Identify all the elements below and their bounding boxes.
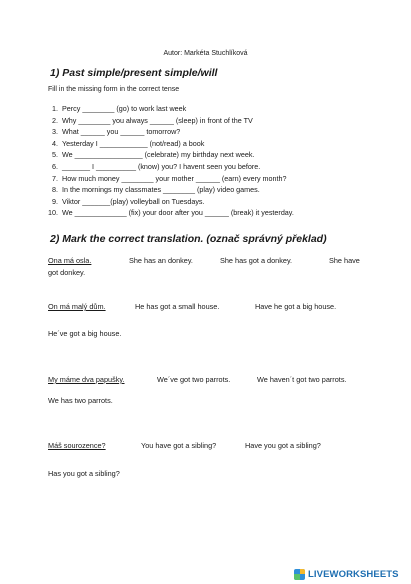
q1-option-1[interactable]: She has an donkey. bbox=[129, 256, 193, 265]
item-number: 2. bbox=[52, 115, 58, 125]
q2-option-3[interactable]: He´ve got a big house. bbox=[48, 329, 122, 338]
list-item bbox=[48, 126, 294, 138]
q4-option-1[interactable]: You have got a sibling? bbox=[141, 441, 217, 450]
section2-title: 2) Mark the correct translation. (označ správný překlad) bbox=[50, 233, 327, 245]
list-item bbox=[48, 173, 294, 185]
author-line: Autor: Markéta Stuchlíková bbox=[163, 50, 248, 57]
item-number: 9. bbox=[52, 196, 58, 206]
list-item bbox=[48, 138, 294, 150]
item-number: 4. bbox=[52, 138, 58, 148]
list-item bbox=[48, 149, 294, 161]
footer-brand bbox=[294, 569, 399, 580]
section1-instruction: Fill in the missing form in the correct tense bbox=[48, 86, 180, 93]
list-item bbox=[48, 184, 294, 196]
brand-name: LIVEWORKSHEETS bbox=[308, 569, 399, 580]
item-number: 7. bbox=[52, 173, 58, 183]
q2-source-sentence: On má malý dům. bbox=[48, 302, 106, 311]
item-number: 3. bbox=[52, 127, 58, 137]
q3-option-2[interactable]: We haven´t got two parrots. bbox=[257, 375, 347, 384]
item-text: We _____________ (fix) your door after you ______ (break) it yesterday. bbox=[62, 208, 294, 218]
item-number: 10. bbox=[48, 208, 58, 218]
q3-option-1[interactable]: We´ve got two parrots. bbox=[157, 375, 231, 384]
item-number: 1. bbox=[52, 104, 58, 113]
q4-option-2[interactable]: Have you got a sibling? bbox=[245, 441, 321, 450]
q4-source-sentence: Máš sourozence? bbox=[48, 441, 106, 450]
section1-title: 1) Past simple/present simple/will bbox=[50, 67, 218, 79]
q1-option-3-continued[interactable]: got donkey. bbox=[48, 268, 86, 277]
item-text: In the mornings my classmates ________ (play) video games. bbox=[62, 185, 260, 195]
item-text: Yesterday I ____________ (not/read) a book bbox=[62, 138, 205, 148]
item-number: 5. bbox=[52, 150, 58, 160]
q3-source-sentence: My máme dva papušky. bbox=[48, 375, 125, 384]
q4-option-3[interactable]: Has you got a sibling? bbox=[48, 469, 120, 478]
q3-option-3[interactable]: We has two parrots. bbox=[48, 396, 113, 405]
item-text: Percy ________ (go) to work last week bbox=[62, 104, 187, 113]
q1-option-3[interactable]: She have bbox=[329, 256, 360, 265]
item-text: Viktor _______(play) volleyball on Tuesdays. bbox=[62, 196, 205, 206]
list-item bbox=[48, 103, 294, 115]
item-text: Why ________ you always ______ (sleep) in front of the TV bbox=[62, 115, 253, 125]
item-text: _______ I __________ (know) you? I havent seen you before. bbox=[62, 161, 261, 171]
q2-option-1[interactable]: He has got a small house. bbox=[135, 302, 220, 311]
list-item bbox=[48, 161, 294, 173]
item-number: 8. bbox=[52, 185, 58, 195]
q1-source-sentence: Ona má osla. bbox=[48, 256, 92, 265]
liveworksheets-logo-icon bbox=[294, 569, 305, 580]
item-text: We _________________ (celebrate) my birthday next week. bbox=[62, 150, 255, 160]
list-item bbox=[48, 207, 294, 219]
item-number: 6. bbox=[52, 161, 58, 171]
exercise-list bbox=[48, 103, 294, 219]
item-text: How much money ________ your mother ______ (earn) every month? bbox=[62, 173, 287, 183]
q1-option-2[interactable]: She has got a donkey. bbox=[220, 256, 293, 265]
item-text: What ______ you ______ tomorrow? bbox=[62, 127, 181, 137]
list-item bbox=[48, 196, 294, 208]
list-item bbox=[48, 115, 294, 127]
q2-option-2[interactable]: Have he got a big house. bbox=[255, 302, 337, 311]
